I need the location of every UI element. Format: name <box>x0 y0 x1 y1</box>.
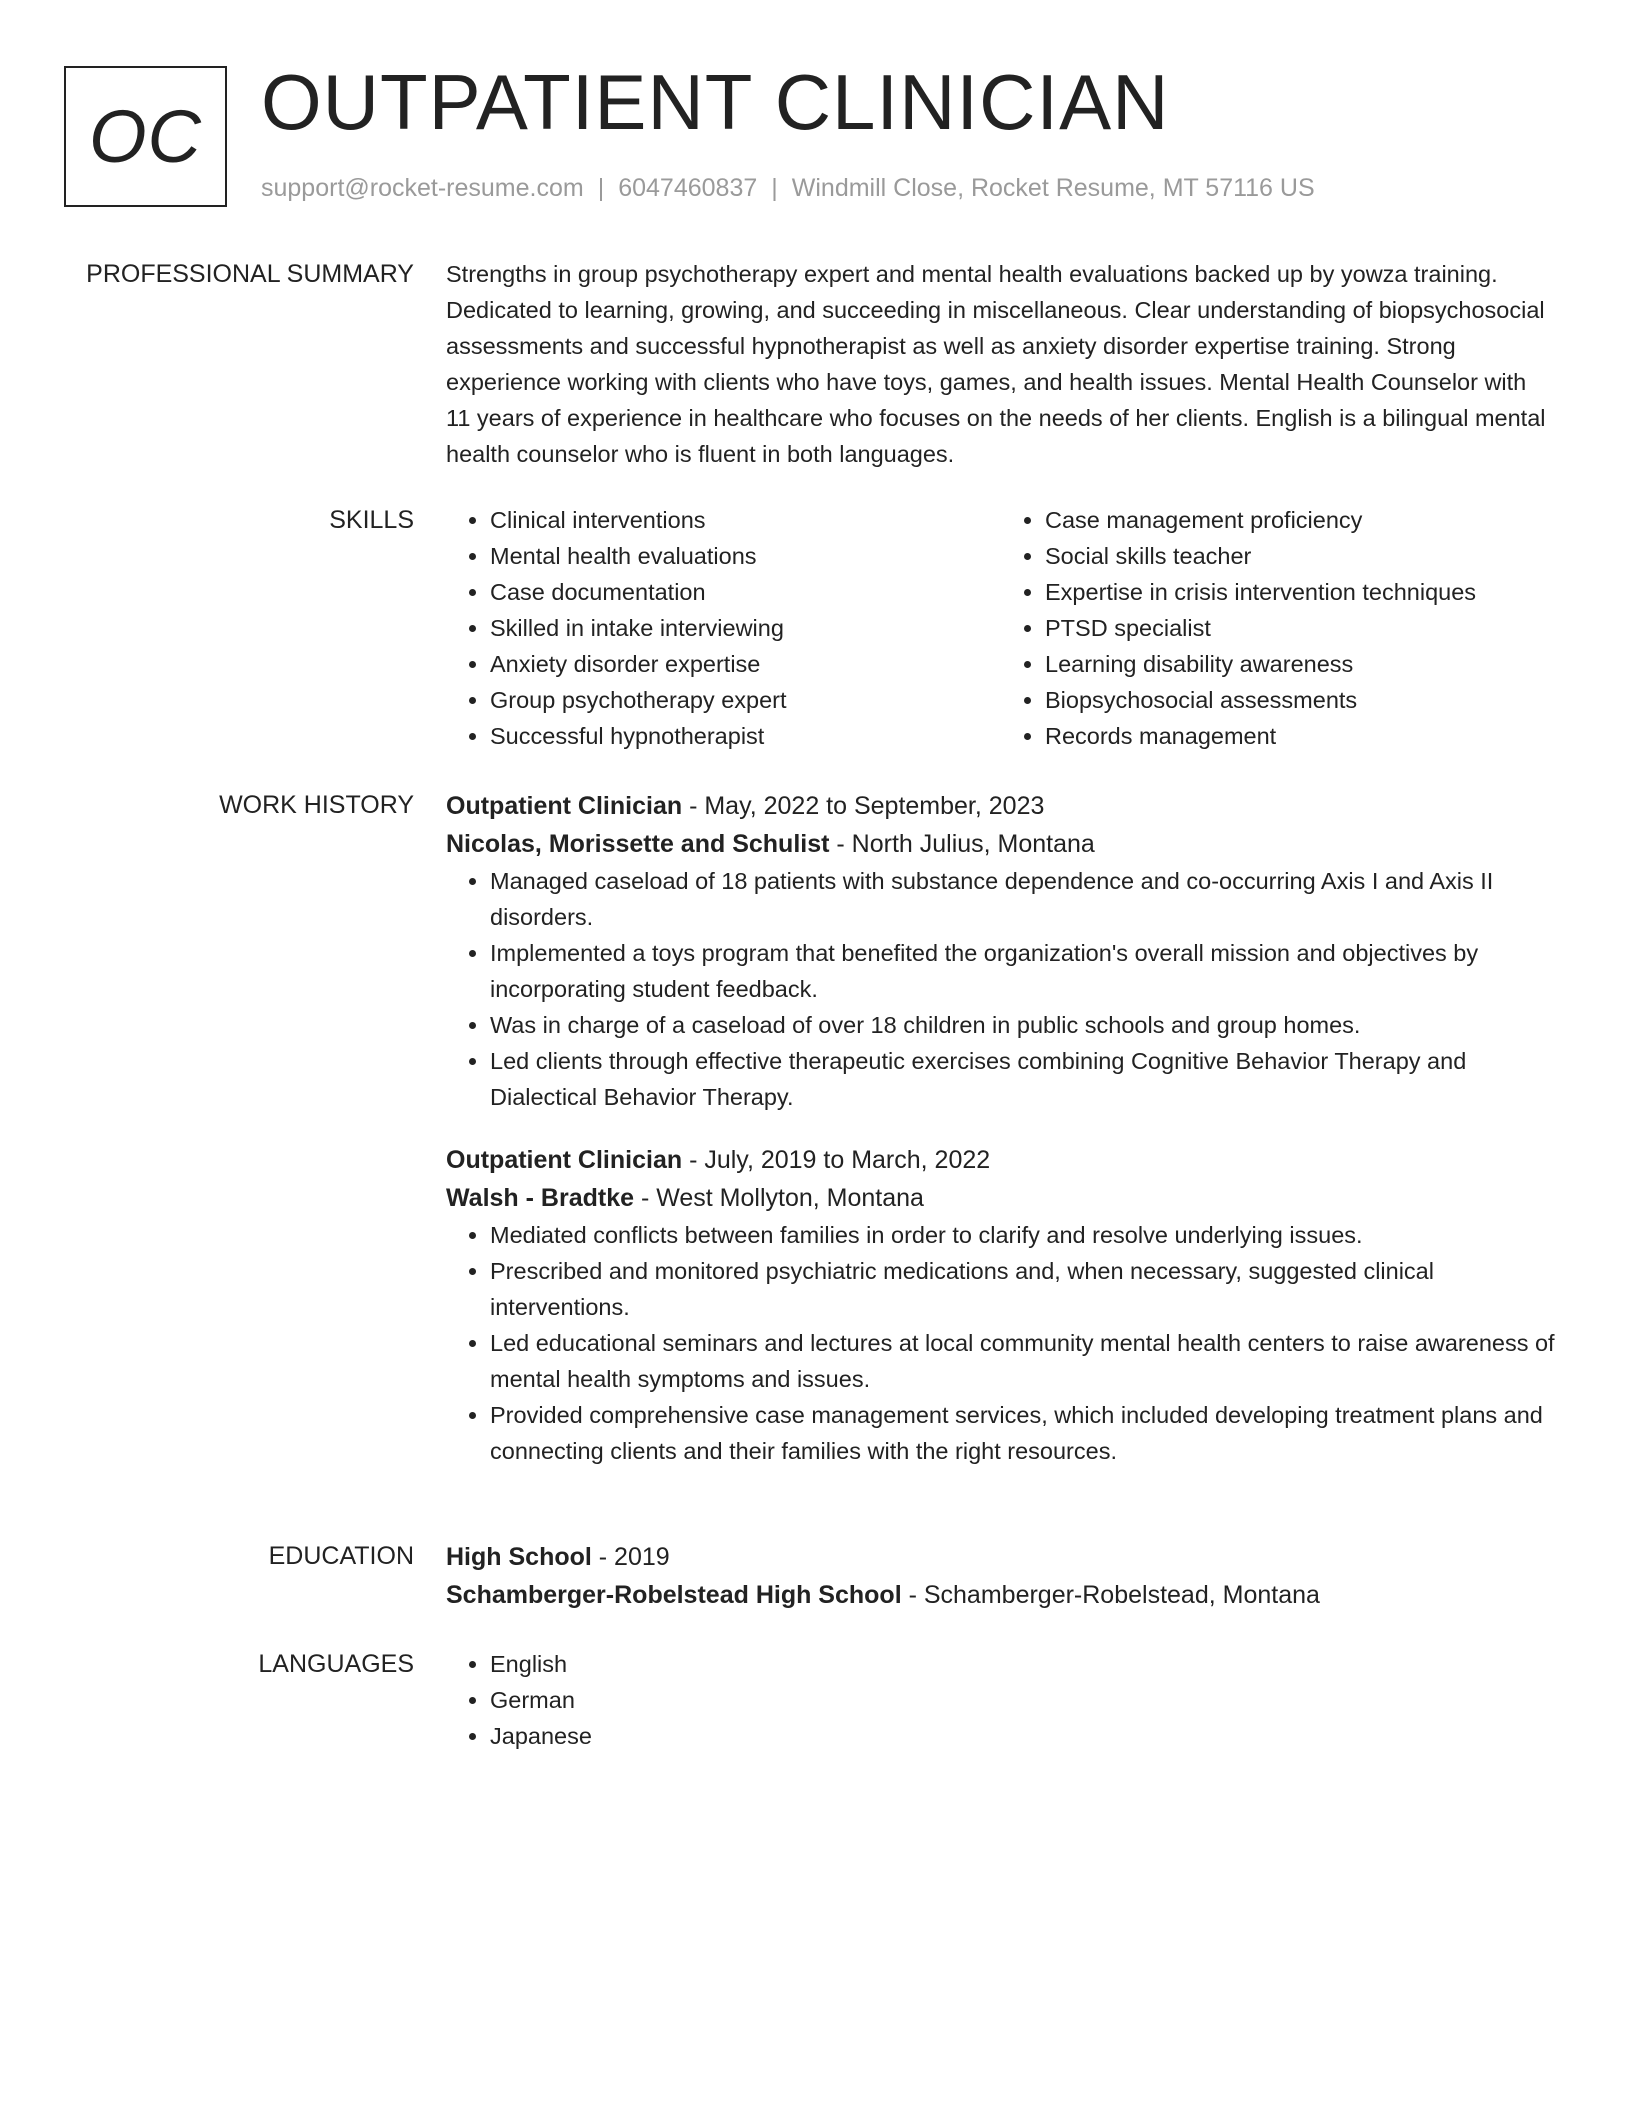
job-company-line <box>446 1179 1556 1217</box>
page-title: OUTPATIENT CLINICIAN <box>261 58 1170 146</box>
section-label-work: WORK HISTORY <box>219 791 414 819</box>
list-item: • Learning disability awareness <box>1045 646 1556 682</box>
education-body <box>446 1538 1556 1614</box>
separator: | <box>771 174 778 202</box>
list-item: • Case documentation <box>490 574 1001 610</box>
job-title: Outpatient Clinician <box>446 792 683 820</box>
job-location: - North Julius, Montana <box>829 830 1095 858</box>
separator: | <box>597 174 605 202</box>
list-item: • Social skills teacher <box>1045 538 1556 574</box>
languages-list <box>446 1646 1556 1754</box>
education-degree-line <box>446 1538 1556 1576</box>
education-school: Schamberger-Robelstead High School <box>446 1581 902 1609</box>
job-entry <box>446 787 1556 1115</box>
address-text: Windmill Close, Rocket Resume, MT 57116 US <box>791 174 1315 202</box>
work-body <box>446 787 1556 1469</box>
job-bullets <box>446 863 1556 1115</box>
skills-list-right <box>1001 502 1556 754</box>
job-entry <box>446 1141 1556 1469</box>
list-item: • Clinical interventions <box>490 502 1001 538</box>
list-item: • Provided comprehensive case management services, which included developing treatment plans and connecting clients and their families with the right resources. <box>490 1397 1556 1469</box>
list-item: • Led clients through effective therapeutic exercises combining Cognitive Behavior Therapy and Dialectical Behavior Therapy. <box>490 1043 1556 1115</box>
section-label-languages: LANGUAGES <box>258 1650 414 1678</box>
job-company: Nicolas, Morissette and Schulist <box>446 830 830 858</box>
education-year: - 2019 <box>591 1543 670 1571</box>
job-company: Walsh - Bradtke <box>446 1184 635 1212</box>
list-item: • PTSD specialist <box>1045 610 1556 646</box>
education-school-line <box>446 1576 1556 1614</box>
languages-body <box>446 1646 1556 1754</box>
list-item: • Managed caseload of 18 patients with substance dependence and co-occurring Axis I and Axis II disorders. <box>490 863 1556 935</box>
job-title-line <box>446 787 1556 825</box>
skills-body <box>446 502 1556 754</box>
list-item: • Case management proficiency <box>1045 502 1556 538</box>
section-label-education: EDUCATION <box>268 1542 414 1570</box>
list-item: • English <box>490 1646 1556 1682</box>
list-item: • Was in charge of a caseload of over 18 children in public schools and group homes. <box>490 1007 1556 1043</box>
list-item: • Prescribed and monitored psychiatric medications and, when necessary, suggested clinical interventions. <box>490 1253 1556 1325</box>
contact-line <box>261 174 1315 203</box>
monogram: OC <box>64 66 227 207</box>
job-title-line <box>446 1141 1556 1179</box>
list-item: • Records management <box>1045 718 1556 754</box>
job-bullets <box>446 1217 1556 1469</box>
list-item: • Mediated conflicts between families in order to clarify and resolve underlying issues. <box>490 1217 1556 1253</box>
list-item: • Skilled in intake interviewing <box>490 610 1001 646</box>
list-item: • Mental health evaluations <box>490 538 1001 574</box>
phone-text: 6047460837 <box>618 174 758 202</box>
email-text: support@rocket-resume.com <box>261 174 584 202</box>
list-item: • Successful hypnotherapist <box>490 718 1001 754</box>
skills-list-left <box>446 502 1001 754</box>
list-item: • Led educational seminars and lectures at local community mental health centers to raise awareness of mental health symptoms and issues. <box>490 1325 1556 1397</box>
list-item: • Implemented a toys program that benefited the organization's overall mission and objectives by incorporating student feedback. <box>490 935 1556 1007</box>
list-item: • Group psychotherapy expert <box>490 682 1001 718</box>
job-company-line <box>446 825 1556 863</box>
job-title: Outpatient Clinician <box>446 1146 683 1174</box>
job-dates: - July, 2019 to March, 2022 <box>682 1146 991 1174</box>
section-label-summary: PROFESSIONAL SUMMARY <box>86 260 414 288</box>
list-item: • Anxiety disorder expertise <box>490 646 1001 682</box>
job-location: - West Mollyton, Montana <box>634 1184 924 1212</box>
summary-body <box>446 256 1556 472</box>
education-location: - Schamberger-Robelstead, Montana <box>901 1581 1320 1609</box>
education-degree: High School <box>446 1543 592 1571</box>
list-item: • Expertise in crisis intervention techniques <box>1045 574 1556 610</box>
list-item: • German <box>490 1682 1556 1718</box>
list-item: • Japanese <box>490 1718 1556 1754</box>
summary-text: Strengths in group psychotherapy expert and mental health evaluations backed up by yowza training. Dedicated to learning, growing, and succeeding in miscellaneous. Clear understanding of biopsychosocial assessments and successful hypnotherapist as well as anxiety disorder expertise training. Strong experience working with clients who have toys, games, and health issues. Mental Health Counselor with 11 years of experience in healthcare who focuses on the needs of her clients. English is a bilingual mental health counselor who is fluent in both languages. <box>446 261 1546 467</box>
job-dates: - May, 2022 to September, 2023 <box>682 792 1045 820</box>
section-label-skills: SKILLS <box>329 506 414 534</box>
list-item: • Biopsychosocial assessments <box>1045 682 1556 718</box>
